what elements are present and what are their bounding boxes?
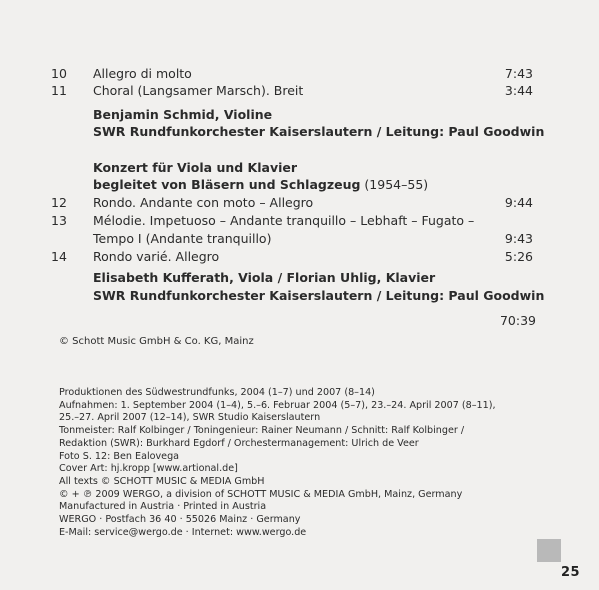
track-title: Mélodie. Impetuoso – Andante tranquillo – Lebhaft – Fugato –: [93, 213, 475, 228]
page-number: 25: [561, 565, 581, 580]
work-years: (1954–55): [360, 177, 429, 192]
credit-line: Aufnahmen: 1. September 2004 (1–4), 5.–6. Februar 2004 (5–7), 23.–24. April 2007 (8–11),: [59, 399, 496, 411]
copyright-notice: © Schott Music GmbH & Co. KG, Mainz: [59, 336, 254, 347]
credit-line: WERGO · Postfach 36 40 · 55026 Mainz · Germany: [59, 514, 301, 526]
track-title: Choral (Langsamer Marsch). Breit: [93, 83, 304, 98]
page-corner-box: [537, 539, 561, 562]
track-title: Allegro di molto: [93, 66, 192, 81]
track-number: 11: [51, 83, 67, 98]
track-number: 14: [51, 249, 67, 264]
credit-line: Tonmeister: Ralf Kolbinger / Toningenieur: Rainer Neumann / Schnitt: Ralf Kolbinger /: [59, 425, 465, 437]
credit-line: Redaktion (SWR): Burkhard Egdorf / Orchestermanagement: Ulrich de Veer: [59, 437, 419, 449]
performer-line: Elisabeth Kufferath, Viola / Florian Uhlig, Klavier: [93, 270, 436, 285]
track-duration: 5:26: [504, 249, 533, 264]
credit-line: All texts © SCHOTT MUSIC & MEDIA GmbH: [59, 475, 265, 487]
track-duration: 9:43: [504, 231, 533, 246]
track-duration: 9:44: [504, 195, 533, 210]
work-subtitle: [93, 177, 428, 193]
track-title: Tempo I (Andante tranquillo): [93, 231, 272, 246]
performer-line: Benjamin Schmid, Violine: [93, 107, 273, 122]
performer-line: SWR Rundfunkorchester Kaiserslautern / Leitung: Paul Goodwin: [93, 124, 545, 139]
track-number: 12: [51, 195, 67, 210]
work-subtitle-text: begleitet von Bläsern und Schlagzeug: [93, 177, 361, 192]
credit-line: Manufactured in Austria · Printed in Austria: [59, 501, 267, 513]
credit-line: Produktionen des Südwestrundfunks, 2004 (1–7) und 2007 (8–14): [59, 387, 375, 398]
credit-line: 25.–27. April 2007 (12–14), SWR Studio Kaiserslautern: [59, 412, 321, 424]
credit-line: E-Mail: service@wergo.de · Internet: www.wergo.de: [59, 526, 307, 538]
track-duration: 7:43: [504, 66, 533, 81]
track-number: 10: [51, 66, 67, 81]
work-title: Konzert für Viola und Klavier: [93, 160, 298, 175]
credit-line: Foto S. 12: Ben Ealovega: [59, 450, 180, 462]
track-number: 13: [51, 213, 67, 228]
credit-line: © + ℗ 2009 WERGO, a division of SCHOTT MUSIC & MEDIA GmbH, Mainz, Germany: [59, 488, 463, 500]
track-duration: 3:44: [504, 83, 533, 98]
track-title: Rondo varié. Allegro: [93, 249, 220, 264]
total-time: 70:39: [499, 313, 536, 328]
credits-block: [59, 387, 496, 539]
performer-line: SWR Rundfunkorchester Kaiserslautern / Leitung: Paul Goodwin: [93, 288, 545, 303]
track-title: Rondo. Andante con moto – Allegro: [93, 195, 314, 210]
credit-line: Cover Art: hj.kropp [www.artional.de]: [59, 463, 238, 475]
